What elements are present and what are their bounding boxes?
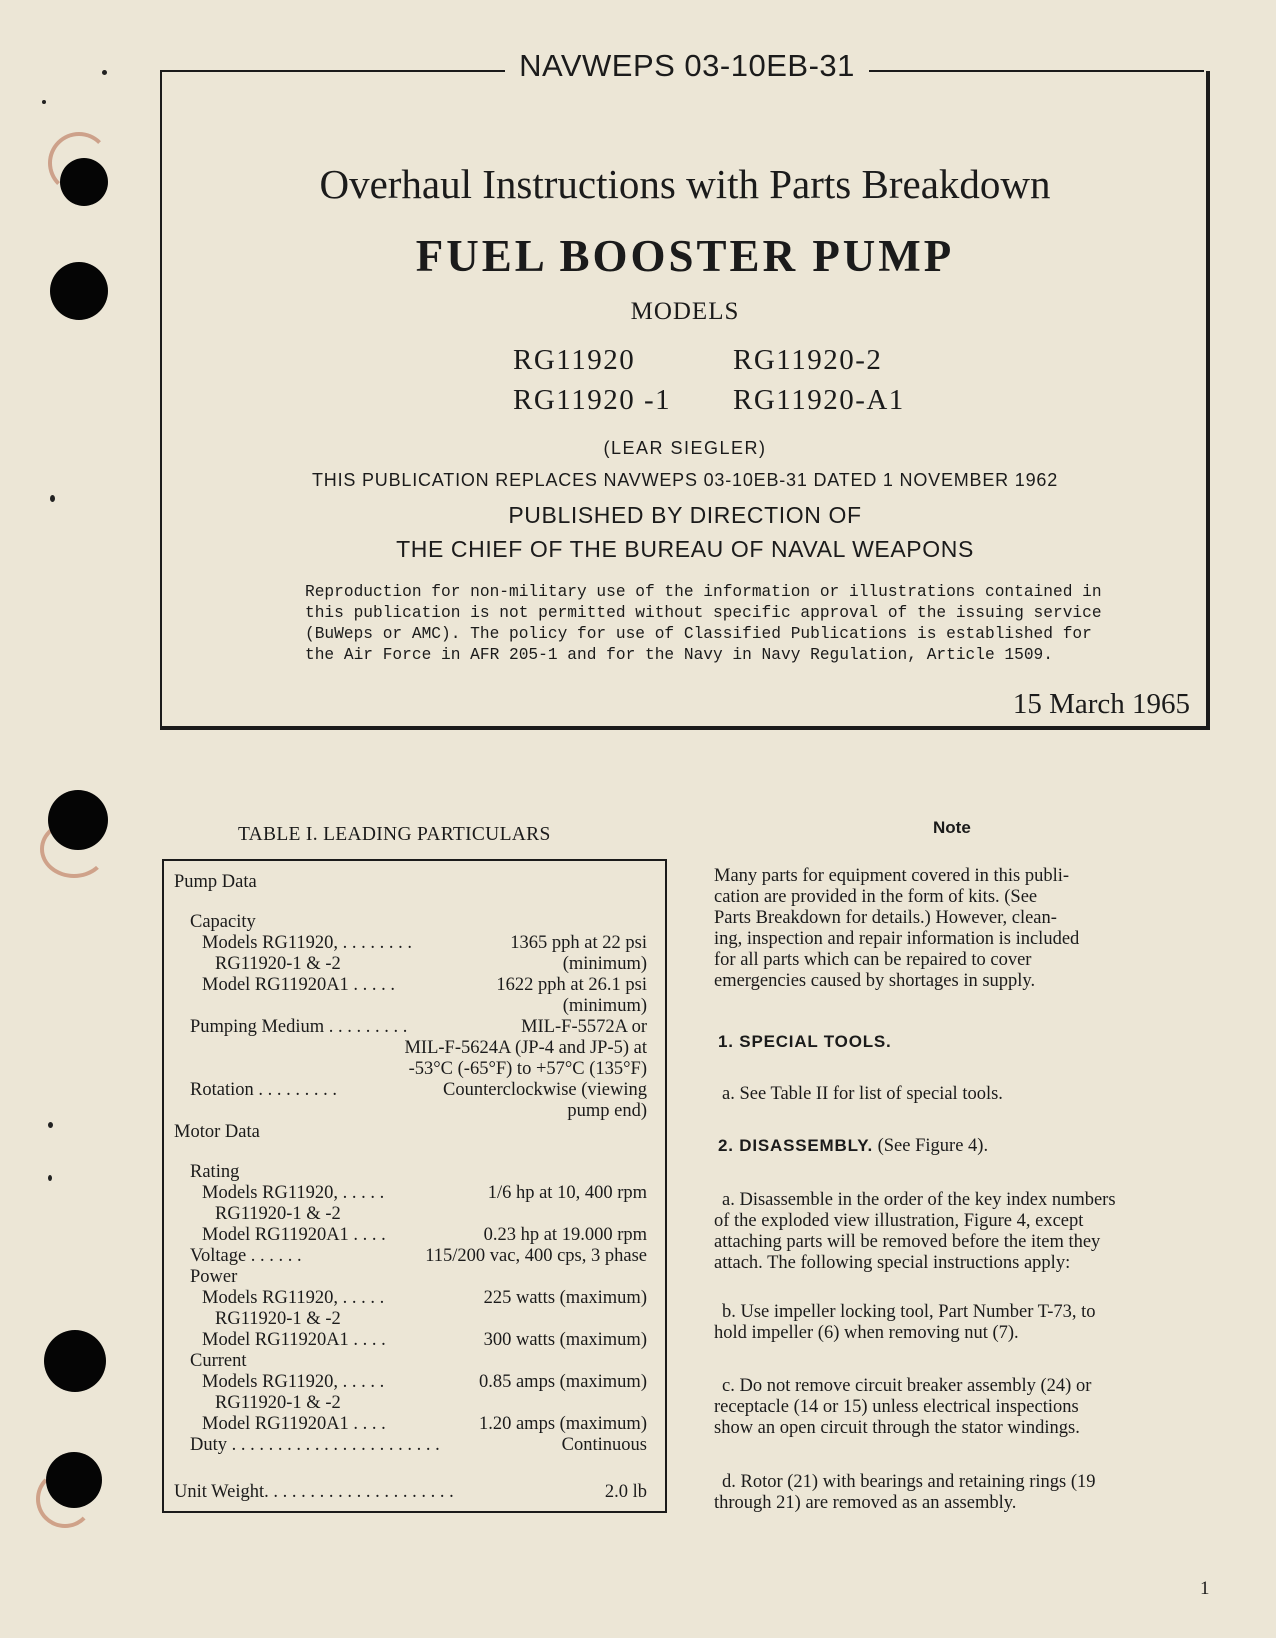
speck [48, 1175, 52, 1181]
product-title: FUEL BOOSTER PUMP [415, 231, 955, 281]
notice-line: this publication is not permitted without specific approval of the issuing service [305, 604, 1102, 622]
reproduction-notice [305, 582, 1102, 666]
speck [50, 495, 55, 502]
binder-hole [44, 1330, 106, 1392]
disassembly-item-d: d. Rotor (21) with bearings and retaining rings (19 through 21) are removed as an assembly. [714, 1472, 1096, 1513]
models-label: MODELS [630, 298, 740, 325]
table-title: TABLE I. LEADING PARTICULARS [238, 824, 551, 845]
notice-line: the Air Force in AFR 205-1 and for the Navy in Navy Regulation, Article 1509. [305, 646, 1053, 664]
binder-hole [48, 790, 108, 850]
notice-line: (BuWeps or AMC). The policy for use of Classified Publications is established for [305, 625, 1092, 643]
document-page: NAVWEPS 03-10EB-31 Overhaul Instructions with Parts Breakdown FUEL BOOSTER PUMP MODELS RG11920 RG11920-2 RG11920 -1 RG11920-A1 (LEAR SIEGLER) THIS PUBLICATION REPLACES NAVWEPS 03-10EB-31 DATED 1 NOVEMBER 1962 PUBLISHED BY DIRECTION OF THE CHIEF OF THE BUREAU OF NAVAL WEAPONS Reproduction for non-military use of the information or illustrations contained in this publication is not permitted without specific approval of the issuing service (BuWeps or AMC). The policy for use of Classified Publications is established for the Air Force in AFR 205-1 and for the Navy in Navy Regulation, Article 1509. 15 March 1965 TABLE I. LEADING PARTICULARS Pump Data Capacity Models RG11920, . . . . . . . . 1365 pph at 22 psi RG11920-1 & -2 (minimum) Model RG11920A1 . . . . . 1622 pph at 26.1 psi (minimum) Pumping Medium . . . . . . . . . MIL-F-5572A or MIL-F-5624A (JP-4 and JP-5) at -53°C (-65°F) to +57°C (135°F) Rotation . . . . . . . . . Counterclockwise (viewing pump end) Motor Data Rating Models RG11920, . . . . . 1/6 hp at 10, 400 rpm RG11920-1 & -2 Model RG11920A1 . . . . 0.23 hp at 19.000 rpm Voltage . . . . . . 115/200 vac, 400 cps, 3 phase Power Models RG11920, . . . . . 225 watts (maximum) RG11920-1 & -2 Model RG11920A1 . . . . 300 watts (maximum) Current Models RG11920, . . . . . 0.85 amps (maximum) RG11920-1 & -2 Model RG11920A1 . . . . 1.20 amps (maximum) Duty . . . . . . . . . . . . . . . . . . . . . . . Continuous Unit Weight. . . . . . . . . . . . . . . . . . . . . 2.0 lb Note Many parts for equipment covered in this publi- cation are provided in the form of kits. (See Parts Breakdown for details.) However, clean- ing, inspection and repair information is included for all parts which can be repaired to cover emergencies caused by shortages in supply. 1. SPECIAL TOOLS. a. See Table II for list of special tools. 2. DISASSEMBLY. (See Figure 4). a. Disassemble in the order of the key index numbers of the exploded view illustration, Figure 4, except attaching parts will be removed before the item they attach. The following special instructions apply: b. Use impeller locking tool, Part Number T-73, to hold impeller (6) when removing nut (7). c. Do not remove circuit breaker assembly (24) or receptacle (14 or 15) unless electrical inspections show an open circuit through the stator windings. d. Rotor (21) with bearings and retaining rings (19 through 21) are removed as an assembly. 1 [0, 0, 1276, 1638]
model-number: RG11920 [513, 344, 636, 376]
speck [102, 70, 107, 75]
speck [48, 1122, 53, 1128]
disassembly-item-a: a. Disassemble in the order of the key index numbers of the exploded view illustration, Figure 4, except attaching parts will be removed before the item they attach. The following special instructions apply: [714, 1190, 1116, 1273]
notice-line: Reproduction for non-military use of the information or illustrations contained in [305, 583, 1102, 601]
note-heading: Note [933, 818, 971, 837]
note-text: Many parts for equipment covered in this publi- cation are provided in the form of kits. (See Parts Breakdown for details.) However, clean- ing, inspection and repair information is included for all parts which can be repaired to cover emergencies caused by shortages in supply. [714, 866, 1080, 991]
model-number: RG11920 -1 [513, 384, 672, 416]
binder-hole [60, 158, 108, 206]
publication-date: 15 March 1965 [1012, 688, 1190, 720]
authority-line-2: THE CHIEF OF THE BUREAU OF NAVAL WEAPONS [396, 536, 974, 562]
document-number: NAVWEPS 03-10EB-31 [519, 48, 855, 83]
authority-line-1: PUBLISHED BY DIRECTION OF [508, 502, 862, 528]
document-title: Overhaul Instructions with Parts Breakdown [319, 161, 1051, 207]
binder-hole [46, 1452, 102, 1508]
binder-hole [50, 262, 108, 320]
disassembly-item-c: c. Do not remove circuit breaker assembly (24) or receptacle (14 or 15) unless electrical inspections show an open circuit through the stator windings. [714, 1376, 1092, 1438]
disassembly-item-b: b. Use impeller locking tool, Part Number T-73, to hold impeller (6) when removing nut (7). [714, 1302, 1096, 1343]
section-heading-disassembly: 2. DISASSEMBLY. (See Figure 4). [718, 1136, 989, 1156]
manufacturer: (LEAR SIEGLER) [603, 438, 767, 458]
special-tools-item-a: a. See Table II for list of special tools. [722, 1084, 1003, 1104]
page-number: 1 [1200, 1578, 1210, 1599]
supersedes-notice: THIS PUBLICATION REPLACES NAVWEPS 03-10EB-31 DATED 1 NOVEMBER 1962 [311, 470, 1059, 490]
model-number: RG11920-A1 [733, 384, 905, 416]
speck [42, 100, 46, 104]
section-heading-special-tools: 1. SPECIAL TOOLS. [718, 1032, 892, 1051]
model-number: RG11920-2 [733, 344, 883, 376]
